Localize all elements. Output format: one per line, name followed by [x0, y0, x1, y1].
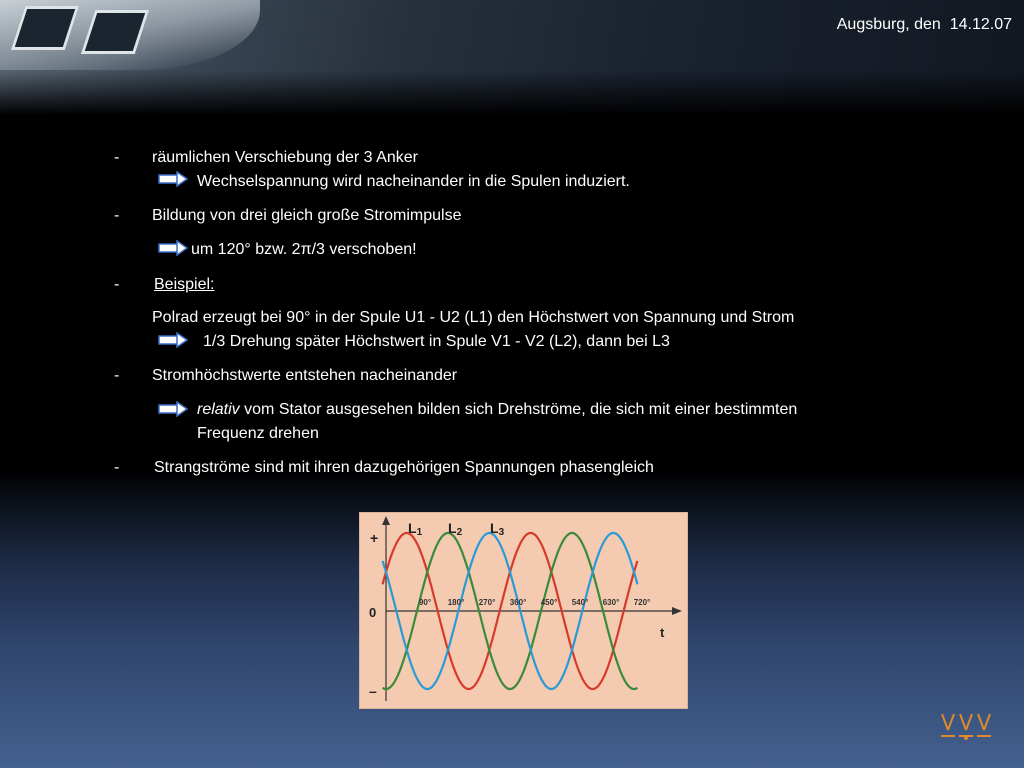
bullet-dash: - — [114, 459, 120, 476]
plus-label: + — [370, 530, 379, 546]
bullet-dash: - — [114, 276, 120, 293]
three-phase-diagram — [359, 512, 688, 709]
tick-label: 450° — [540, 598, 558, 607]
right-arrow-icon — [158, 332, 188, 348]
result-text-line2: Frequenz drehen — [197, 425, 319, 442]
bullet-dash: - — [114, 367, 120, 384]
bullet-text: Strangströme sind mit ihren dazugehörigen Spannungen phasengleich — [154, 459, 654, 476]
minus-label: – — [369, 683, 377, 699]
zero-label: 0 — [369, 605, 377, 620]
result-text — [197, 400, 797, 420]
tick-label: 90° — [418, 598, 432, 607]
bullet-dash: - — [114, 207, 120, 224]
tick-label: 270° — [478, 598, 496, 607]
result-text: Wechselspannung wird nacheinander in die Spulen induziert. — [197, 173, 630, 190]
label-l3: L3 — [490, 520, 505, 538]
example-text: Polrad erzeugt bei 90° in der Spule U1 - U2 (L1) den Höchstwert von Spannung und Strom — [152, 309, 795, 326]
bullet-text: Stromhöchstwerte entstehen nacheinander — [152, 367, 458, 384]
relativ-word: relativ — [197, 401, 240, 418]
tick-label: 630° — [602, 598, 620, 607]
right-arrow-icon — [158, 240, 188, 256]
institution-logo — [938, 710, 994, 742]
train-window — [11, 6, 79, 50]
tick-label: 540° — [571, 598, 589, 607]
tick-labels — [419, 598, 650, 607]
train-image — [0, 0, 260, 70]
tick-label: 180° — [447, 598, 465, 607]
train-window — [81, 10, 149, 54]
right-arrow-icon — [158, 171, 188, 187]
example-heading: Beispiel: — [154, 276, 215, 293]
result-text: 1/3 Drehung später Höchstwert in Spule V1 - V2 (L2), dann bei L3 — [203, 333, 670, 350]
label-l2: L2 — [448, 520, 463, 538]
y-axis-arrow — [382, 516, 390, 525]
tick-label: 360° — [509, 598, 527, 607]
label-l1: L1 — [408, 520, 423, 538]
bullet-text: räumlichen Verschiebung der 3 Anker — [152, 149, 418, 166]
tick-label: 720° — [633, 598, 651, 607]
result-text-rest: vom Stator ausgesehen bilden sich Drehströme, die sich mit einer bestimmten — [244, 401, 798, 418]
sine-plot — [360, 513, 687, 708]
t-label: t — [660, 625, 665, 640]
bullet-text: Bildung von drei gleich große Stromimpulse — [152, 207, 462, 224]
x-axis-arrow — [672, 607, 682, 615]
slide-date: Augsburg, den 14.12.07 — [836, 16, 1012, 33]
bullet-dash: - — [114, 149, 120, 166]
result-text: um 120° bzw. 2π/3 verschoben! — [191, 241, 417, 258]
right-arrow-icon — [158, 401, 188, 417]
